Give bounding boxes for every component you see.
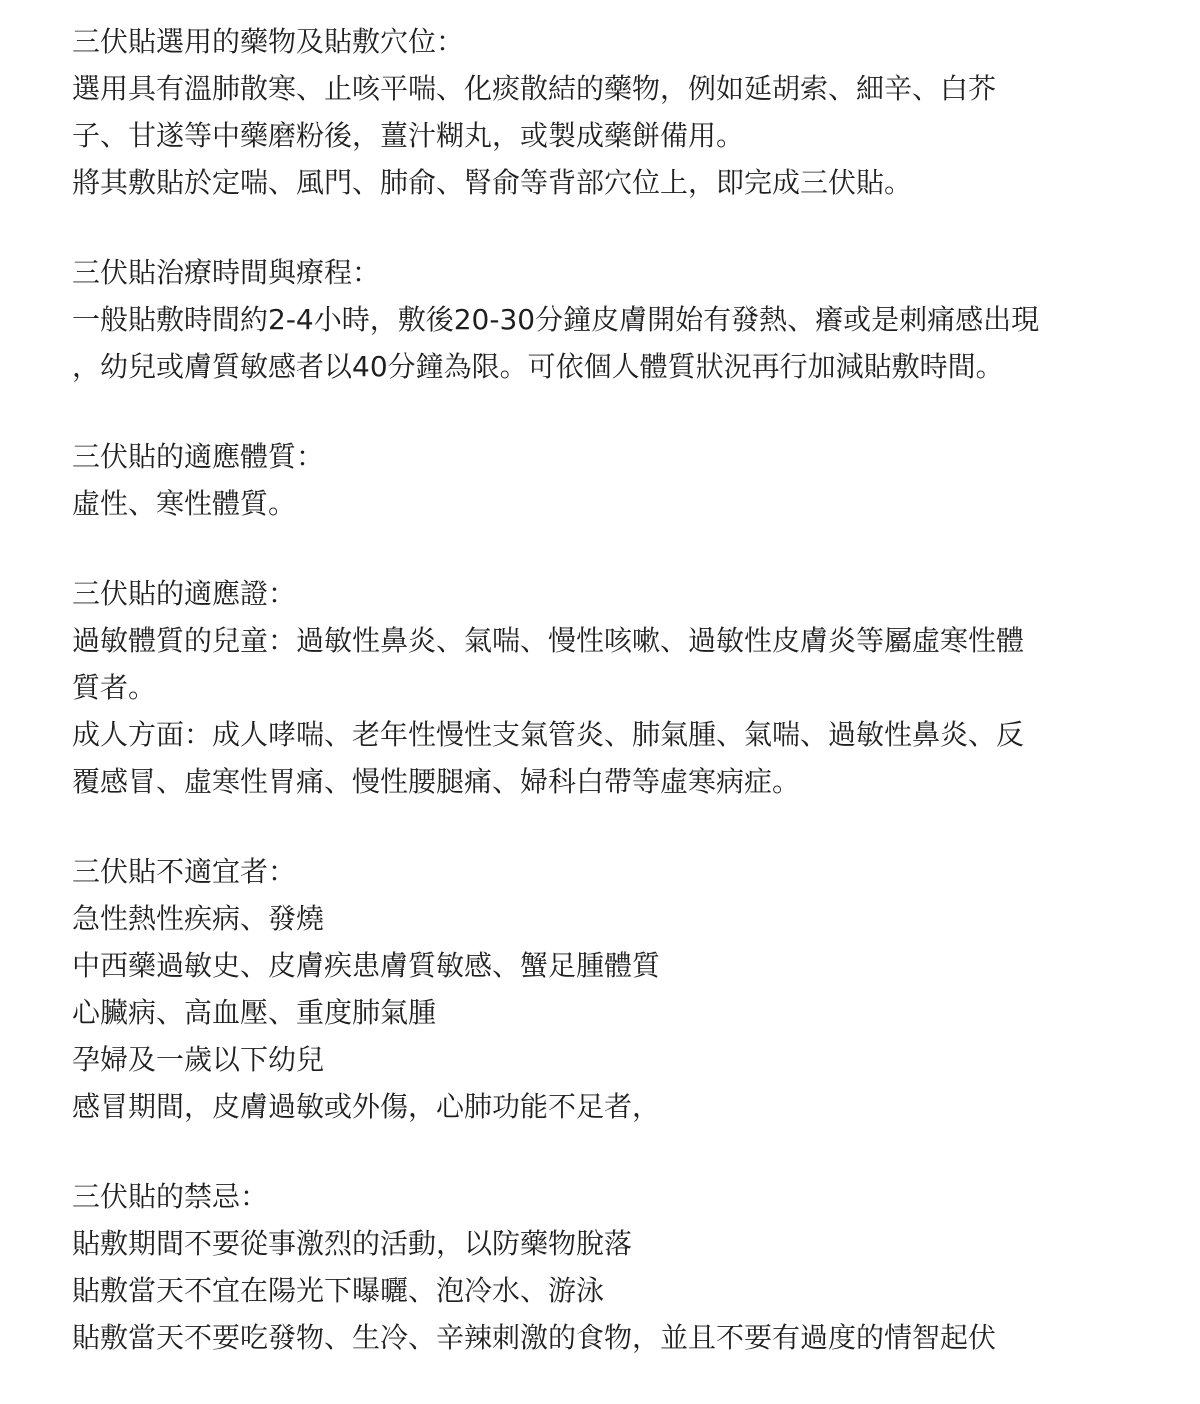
text-line: 將其敷貼於定喘、風門、肺俞、腎俞等背部穴位上，即完成三伏貼。 <box>72 166 913 199</box>
text-line: 貼敷當天不要吃發物、生冷、辛辣刺激的食物，並且不要有過度的情智起伏 <box>72 1321 997 1354</box>
text-line: 貼敷期間不要從事激烈的活動，以防藥物脫落 <box>72 1227 633 1260</box>
text-line: 感冒期間，皮膚過敏或外傷，心肺功能不足者， <box>72 1090 661 1123</box>
text-line: 急性熱性疾病、發燒 <box>72 902 325 935</box>
text-line: 選用具有溫肺散寒、止咳平喘、化痰散結的藥物，例如延胡索、細辛、白芥 <box>72 72 997 105</box>
text-line: 虛性、寒性體質。 <box>72 487 297 520</box>
section-heading: 三伏貼選用的藥物及貼敷穴位： <box>72 25 465 58</box>
section-herbs-acupoints <box>72 18 1142 206</box>
section-taboos <box>72 1173 1142 1361</box>
section-treatment-time <box>72 249 1142 390</box>
section-heading: 三伏貼不適宜者： <box>72 855 297 888</box>
text-line: 成人方面：成人哮喘、老年性慢性支氣管炎、肺氣腫、氣喘、過敏性鼻炎、反 <box>72 718 1025 751</box>
section-heading: 三伏貼的適應體質： <box>72 440 325 473</box>
text-line: 子、甘遂等中藥磨粉後，薑汁糊丸，或製成藥餅備用。 <box>72 119 745 152</box>
text-line: 質者。 <box>72 671 157 704</box>
text-line: 覆感冒、虛寒性胃痛、慢性腰腿痛、婦科白帶等虛寒病症。 <box>72 765 801 798</box>
text-line: 中西藥過敏史、皮膚疾患膚質敏感、蟹足腫體質 <box>72 949 661 982</box>
text-line: 心臟病、高血壓、重度肺氣腫 <box>72 996 437 1029</box>
article-body <box>72 18 1142 1404</box>
section-heading: 三伏貼的禁忌： <box>72 1180 269 1213</box>
section-heading: 三伏貼的適應證： <box>72 577 297 610</box>
text-line: 貼敷當天不宜在陽光下曝曬、泡冷水、游泳 <box>72 1274 605 1307</box>
text-line: ，幼兒或膚質敏感者以40分鐘為限。可依個人體質狀況再行加減貼敷時間。 <box>72 350 1004 383</box>
section-heading: 三伏貼治療時間與療程： <box>72 256 381 289</box>
text-line: 過敏體質的兒童：過敏性鼻炎、氣喘、慢性咳嗽、過敏性皮膚炎等屬虛寒性體 <box>72 624 1025 657</box>
section-unsuitable <box>72 848 1142 1130</box>
text-line: 一般貼敷時間約2-4小時，敷後20-30分鐘皮膚開始有發熱、癢或是刺痛感出現 <box>72 303 1040 336</box>
section-suitable-constitution <box>72 433 1142 527</box>
text-line: 孕婦及一歲以下幼兒 <box>72 1043 325 1076</box>
section-indications <box>72 570 1142 805</box>
